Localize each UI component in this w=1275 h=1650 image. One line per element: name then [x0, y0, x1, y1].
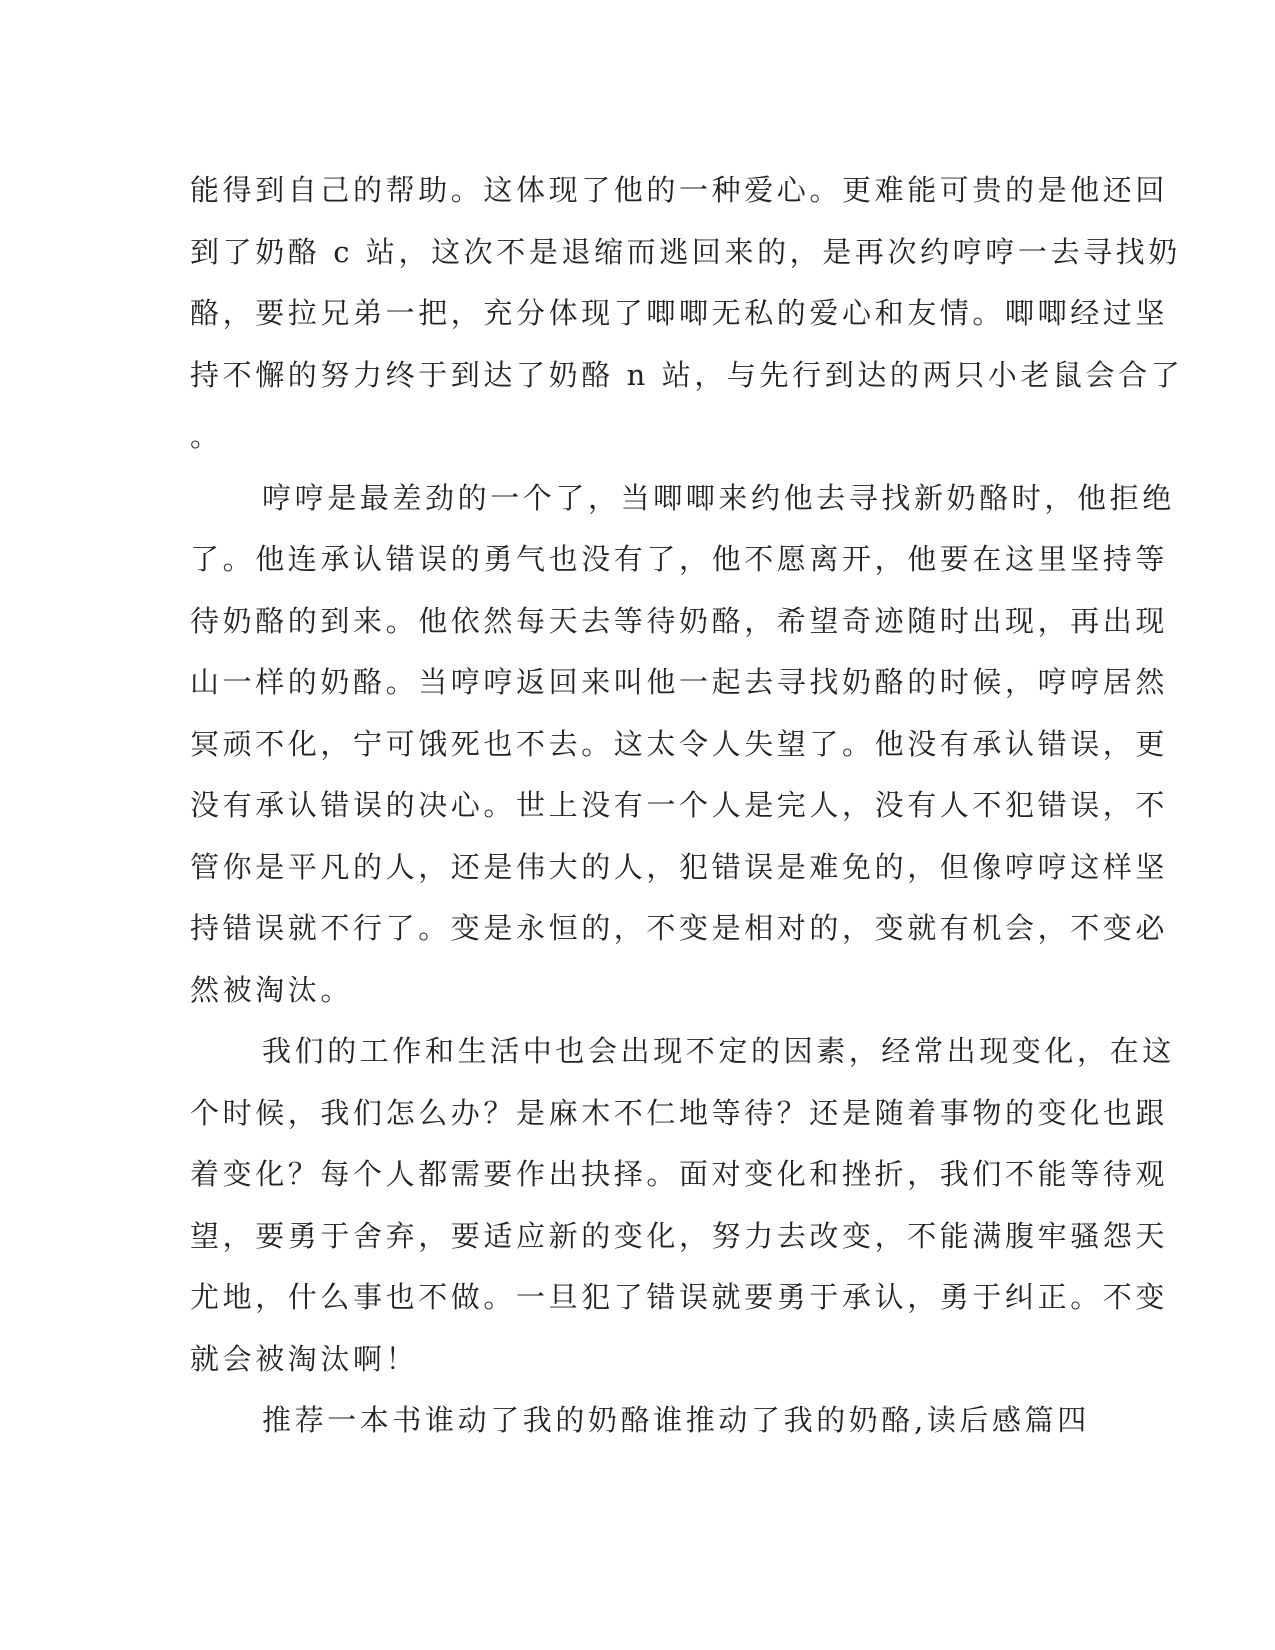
text-line: 就会被淘汰啊！: [190, 1341, 419, 1376]
text-line: 着变化？每个人都需要作出抉择。面对变化和挫折，我们不能等待观: [190, 1157, 1169, 1191]
text-line: 然被淘汰。: [190, 972, 354, 1007]
text-line: 冥顽不化，宁可饿死也不去。这太令人失望了。他没有承认错误，更: [190, 726, 1169, 761]
text-line: 酪，要拉兄弟一把，充分体现了唧唧无私的爱心和友情。唧唧经过坚: [190, 296, 1169, 330]
text-line: 我们的工作和生活中也会出现不定的因素，经常出现变化，在这: [262, 1034, 1175, 1068]
text-line: 持错误就不行了。变是永恒的，不变是相对的，变就有机会，不变必: [190, 911, 1169, 945]
text-line: 管你是平凡的人，还是伟大的人，犯错误是难免的，但像哼哼这样坚: [190, 849, 1169, 884]
body-text: [190, 160, 1184, 1452]
text-line: 了。他连承认错误的勇气也没有了，他不愿离开，他要在这里坚持等: [190, 542, 1169, 576]
text-line: 到了奶酪 c 站，这次不是退缩而逃回来的，是再次约哼哼一去寻找奶: [190, 234, 1181, 269]
text-line: 尤地，什么事也不做。一旦犯了错误就要勇于承认，勇于纠正。不变: [190, 1280, 1169, 1314]
text-line: 。: [190, 419, 223, 453]
text-line: 望，要勇于舍弃，要适应新的变化，努力去改变，不能满腹牢骚怨天: [190, 1218, 1169, 1253]
text-line: 待奶酪的到来。他依然每天去等待奶酪，希望奇迹随时出现，再出现: [190, 603, 1169, 638]
text-line: 没有承认错误的决心。世上没有一个人是完人，没有人不犯错误，不: [190, 788, 1169, 822]
text-line: 山一样的奶酪。当哼哼返回来叫他一起去寻找奶酪的时候，哼哼居然: [190, 665, 1169, 699]
text-line: 哼哼是最差劲的一个了，当唧唧来约他去寻找新奶酪时，他拒绝: [262, 480, 1175, 515]
text-line: 持不懈的努力终于到达了奶酪 n 站，与先行到达的两只小老鼠会合了: [190, 357, 1184, 392]
text-line: 能得到自己的帮助。这体现了他的一种爱心。更难能可贵的是他还回: [190, 173, 1169, 207]
text-line: 推荐一本书谁动了我的奶酪谁推动了我的奶酪,读后感篇四: [262, 1403, 1090, 1437]
text-line: 个时候，我们怎么办？是麻木不仁地等待？还是随着事物的变化也跟: [190, 1095, 1169, 1130]
